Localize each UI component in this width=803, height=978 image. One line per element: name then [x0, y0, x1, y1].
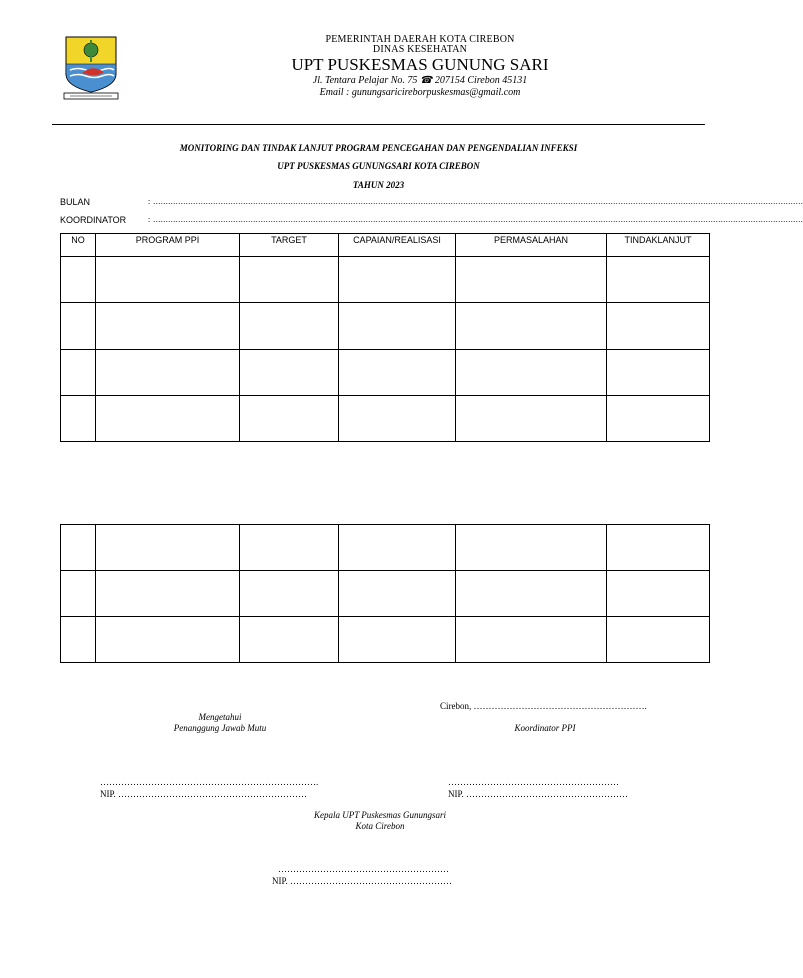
table-cell[interactable] [339, 571, 456, 617]
cirebon-coat-of-arms-logo [62, 34, 120, 100]
header-government: PEMERINTAH DAERAH KOTA CIREBON [325, 34, 515, 45]
table-cell[interactable] [607, 303, 710, 350]
table-cell[interactable] [240, 350, 339, 396]
table-row [61, 396, 710, 442]
header-target: TARGET [240, 234, 339, 257]
header-email: Email : gunungsaricireborpuskesmas@gmail.com [319, 87, 521, 98]
koordinator-label: KOORDINATOR [60, 215, 127, 225]
table-header-row [61, 234, 710, 257]
right-signer-name: ………………………………………………… [448, 777, 619, 787]
table-cell[interactable] [240, 617, 339, 663]
document-subtitle: UPT PUSKESMAS GUNUNGSARI KOTA CIREBON [277, 161, 480, 171]
monitoring-table-continued [60, 524, 710, 663]
table-cell[interactable] [240, 525, 339, 571]
document-title: MONITORING DAN TINDAK LANJUT PROGRAM PENCEGAHAN DAN PENGENDALIAN INFEKSI [179, 143, 578, 153]
table-cell[interactable] [339, 350, 456, 396]
header-department: DINAS KESEHATAN [372, 44, 468, 55]
table-cell[interactable] [607, 525, 710, 571]
table-cell[interactable] [96, 303, 240, 350]
table-cell[interactable] [240, 303, 339, 350]
table-cell[interactable] [61, 257, 96, 303]
header-divider [52, 124, 705, 125]
table-cell[interactable] [607, 617, 710, 663]
table-cell[interactable] [607, 257, 710, 303]
table-cell[interactable] [607, 350, 710, 396]
table-cell[interactable] [456, 396, 607, 442]
table-cell[interactable] [339, 303, 456, 350]
document-year: TAHUN 2023 [352, 180, 405, 190]
table-cell[interactable] [61, 350, 96, 396]
bulan-field[interactable]: : .................................................................................................................................................................................................................................................................... [148, 197, 803, 206]
bulan-label: BULAN [60, 197, 91, 207]
table-cell[interactable] [456, 617, 607, 663]
header-permasalahan: PERMASALAHAN [456, 234, 607, 257]
table-cell[interactable] [240, 396, 339, 442]
table-cell[interactable] [61, 571, 96, 617]
koordinator-field[interactable]: : .................................................................................................................................................................................................................................................................... [148, 215, 803, 224]
header-address: Jl. Tentara Pelajar No. 75 ☎ 207154 Cirebon 45131 [312, 75, 528, 86]
header-tindaklanjut: TINDAKLANJUT [607, 234, 710, 257]
right-signer-title: Koordinator PPI [514, 723, 576, 733]
table-cell[interactable] [240, 571, 339, 617]
table-row [61, 525, 710, 571]
table-row [61, 571, 710, 617]
head-title: Kepala UPT Puskesmas Gunungsari [313, 810, 447, 820]
table-cell[interactable] [96, 396, 240, 442]
table-cell[interactable] [607, 396, 710, 442]
table-row [61, 350, 710, 396]
head-signer-nip: NIP. ……………………………………………… [272, 876, 453, 886]
table-cell[interactable] [339, 396, 456, 442]
header-no: NO [61, 234, 96, 257]
table-cell[interactable] [96, 617, 240, 663]
table-cell[interactable] [96, 525, 240, 571]
left-signer-name: ………………………………………………………………. [100, 777, 319, 787]
table-cell[interactable] [456, 257, 607, 303]
table-cell[interactable] [96, 350, 240, 396]
table-cell[interactable] [456, 350, 607, 396]
header-capaian: CAPAIAN/REALISASI [339, 234, 456, 257]
right-signer-nip: NIP. ……………………………………………… [448, 789, 629, 799]
table-cell[interactable] [456, 303, 607, 350]
monitoring-table [60, 233, 710, 442]
table-cell[interactable] [240, 257, 339, 303]
table-row [61, 617, 710, 663]
table-cell[interactable] [339, 525, 456, 571]
table-cell[interactable] [61, 303, 96, 350]
table-cell[interactable] [61, 525, 96, 571]
table-cell[interactable] [96, 571, 240, 617]
table-cell[interactable] [607, 571, 710, 617]
table-cell[interactable] [61, 396, 96, 442]
table-cell[interactable] [61, 617, 96, 663]
table-cell[interactable] [456, 571, 607, 617]
table-row [61, 303, 710, 350]
table-cell[interactable] [96, 257, 240, 303]
table-cell[interactable] [456, 525, 607, 571]
header-title: UPT PUSKESMAS GUNUNG SARI [291, 55, 549, 74]
head-city: Kota Cirebon [355, 821, 405, 831]
left-signer-title1: Mengetahui [198, 712, 242, 722]
header-program-ppi: PROGRAM PPI [96, 234, 240, 257]
left-signer-nip: NIP. ……………………………………………………… [100, 789, 308, 799]
table-row [61, 257, 710, 303]
place-date: Cirebon, …………………………………………………. [440, 701, 647, 711]
left-signer-title2: Penanggung Jawab Mutu [173, 723, 267, 733]
table-cell[interactable] [339, 257, 456, 303]
table-cell[interactable] [339, 617, 456, 663]
head-signer-name: ………………………………………………… [278, 864, 449, 874]
